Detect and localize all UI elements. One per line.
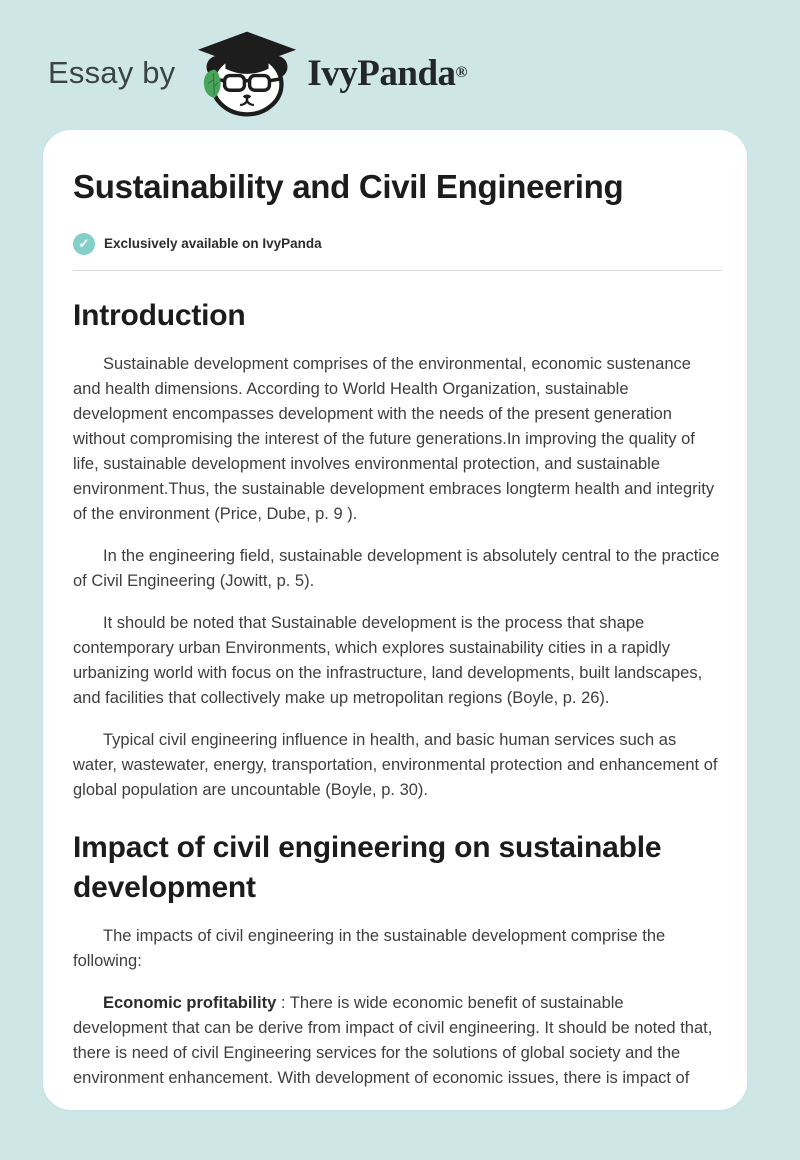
registered-mark: ® <box>455 64 468 81</box>
paragraph: Sustainable development comprises of the environmental, economic sustenance and health dimensions. According to World Health Organization, sustainable development encompasses development with the needs of the present generation without compromising the interest of the future generations.In improving the quality of life, sustainable development involves environmental protection, and sustainable environment.Thus, the sustainable development embraces longterm health and integrity of the environment (Price, Dube, p. 9 ). <box>73 354 715 523</box>
brand-name: IvyPanda <box>307 52 456 94</box>
check-icon: ✓ <box>73 233 95 255</box>
section-heading-introduction: Introduction <box>73 298 246 332</box>
term-paragraph <box>73 991 722 1091</box>
paragraph: It should be noted that Sustainable development is the process that shape contemporary urban Environments, which explores sustainability cities in a rapidly urbanizing world with focus on the infrastructure, land developments, built landscapes, and facilities that collectively make up metropolitan regions (Boyle, p. 26). <box>73 613 703 707</box>
paragraph: In the engineering field, sustainable development is absolutely central to the practice of Civil Engineering (Jowitt, p. 5). <box>73 546 720 590</box>
essay-by-label: Essay by <box>48 55 176 90</box>
term-text: : There is wide economic benefit of sustainable development that can be derive from impact of civil engineering. It should be noted that, there is need of civil Engineering services for the solutions of global society and the environment enhancement. With development of economic issues, there is impact of <box>73 993 713 1087</box>
divider <box>73 270 722 271</box>
availability-row <box>73 233 722 255</box>
panda-graduation-cap-icon <box>191 29 303 117</box>
paragraph: The impacts of civil engineering in the sustainable development comprise the following: <box>73 926 666 970</box>
site-header <box>48 28 467 118</box>
availability-label: Exclusively available on IvyPanda <box>104 236 322 252</box>
essay-title: Sustainability and Civil Engineering <box>73 168 624 205</box>
paragraph: Typical civil engineering influence in health, and basic human services such as water, wastewater, energy, transportation, environmental protection and enhancement of global population are uncountable (Boyle, p. 30). <box>73 730 718 799</box>
section-heading-impact: Impact of civil engineering on sustainable development <box>73 830 662 904</box>
term-label: Economic profitability <box>103 993 277 1012</box>
ivypanda-logo[interactable] <box>191 29 467 117</box>
essay-card <box>43 130 747 1110</box>
